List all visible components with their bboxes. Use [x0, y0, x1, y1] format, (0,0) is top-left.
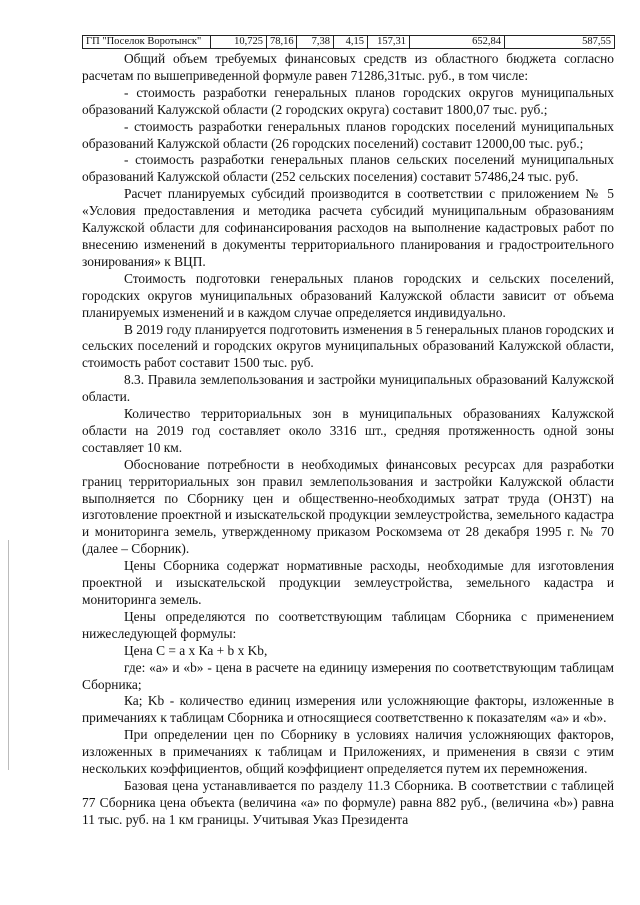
table-cell: 4,15 [334, 36, 368, 49]
paragraph: Общий объем требуемых финансовых средств из областного бюджета согласно расчетам по вышеприведенной формуле равен 71286,31тыс. руб., в том числе: [82, 51, 614, 83]
scan-margin-line [8, 540, 9, 770]
paragraph: Расчет планируемых субсидий производится в соответствии с приложением № 5 «Условия предоставления и методика расчета субсидий муниципальным образованиям Калужской области для софинансирования расходов на выполнение кадастровых работ по внесению изменений в документы территориального планирования и градостроительного зонирования» к ВЦП. [82, 186, 614, 269]
table-row [83, 36, 615, 49]
paragraph: Стоимость подготовки генеральных планов городских и сельских поселений, городских округов муниципальных образований Калужской области зависит от объема планируемых изменений и в каждом случае определяется индивидуально. [82, 270, 614, 320]
document-page [82, 35, 614, 829]
paragraph: В 2019 году планируется подготовить изменения в 5 генеральных планов городских и сельских поселений и городских округов муниципальных образований Калужской области, стоимость работ составит 1500 тыс. руб. [82, 321, 614, 371]
paragraph: Цены Сборника содержат нормативные расходы, необходимые для изготовления проектной и изыскательской продукции землеустройства, земельного кадастра и мониторинга земель. [82, 558, 614, 607]
section-heading: 8.3. Правила землепользования и застройки муниципальных образований Калужской области. [82, 372, 614, 405]
formula: Цена С = а х Ка + b х Kb, [124, 642, 268, 658]
paragraph: Базовая цена устанавливается по разделу 11.3 Сборника. В соответствии с таблицей 77 Сборника цена объекта (величина «а» по формуле) равна 882 руб., (величина «b») равна 11 тыс. руб. на 1 км границы. Учитывая Указ Президента [82, 777, 614, 827]
table-cell: 78,16 [267, 36, 297, 49]
paragraph: где: «а» и «b» - цена в расчете на единицу измерения по соответствующим таблицам Сборника; [82, 659, 614, 692]
paragraph: Количество территориальных зон в муниципальных образованиях Калужской области на 2019 год составляет около 3316 шт., средняя протяженность одной зоны составляет 10 км. [82, 406, 614, 455]
settlement-name-cell: ГП "Поселок Воротынск" [83, 36, 211, 49]
paragraph: Ка; Kb - количество единиц измерения или усложняющие факторы, изложенные в примечаниях к таблицам Сборника и относящиеся соответственно к показателям «а» и «b». [82, 693, 614, 726]
paragraph: Обоснование потребности в необходимых финансовых ресурсах для разработки границ территориальных зон правил землепользования и застройки Калужской области выполняется по Сборнику цен и общественно-необходимых затрат труда (ОНЗТ) на изготовление проектной и изыскательской продукции землеустройства, земельного кадастра и мониторинга земель, утвержденному приказом Роскомзема от 28 декабря 1995 г. № 70 (далее – Сборник). [82, 456, 614, 557]
table-cell: 7,38 [297, 36, 334, 49]
table-cell: 157,31 [368, 36, 410, 49]
list-item: - стоимость разработки генеральных планов городских поселений муниципальных образований Калужской области (26 городских поселений) составит 12000,00 тыс. руб.; [82, 118, 614, 151]
table-cell: 652,84 [410, 36, 505, 49]
settlement-table [82, 35, 615, 49]
list-item: - стоимость разработки генеральных планов сельских поселений муниципальных образований Калужской области (252 сельских поселения) составит 57486,24 тыс. руб. [82, 152, 614, 185]
table-cell: 10,725 [211, 36, 267, 49]
body-text [82, 51, 614, 829]
paragraph: Цены определяются по соответствующим таблицам Сборника с применением нижеследующей формулы: [82, 608, 614, 641]
table-cell: 587,55 [505, 36, 615, 49]
paragraph: При определении цен по Сборнику в условиях наличия усложняющих факторов, изложенных в примечаниях к таблицам и Приложениях, и применения в связи с этим нескольких коэффициентов, общий коэффициент определяется путем их перемножения. [82, 727, 614, 777]
list-item: - стоимость разработки генеральных планов городских округов муниципальных образований Калужской области (2 городских округа) составит 1800,07 тыс. руб.; [82, 84, 614, 117]
